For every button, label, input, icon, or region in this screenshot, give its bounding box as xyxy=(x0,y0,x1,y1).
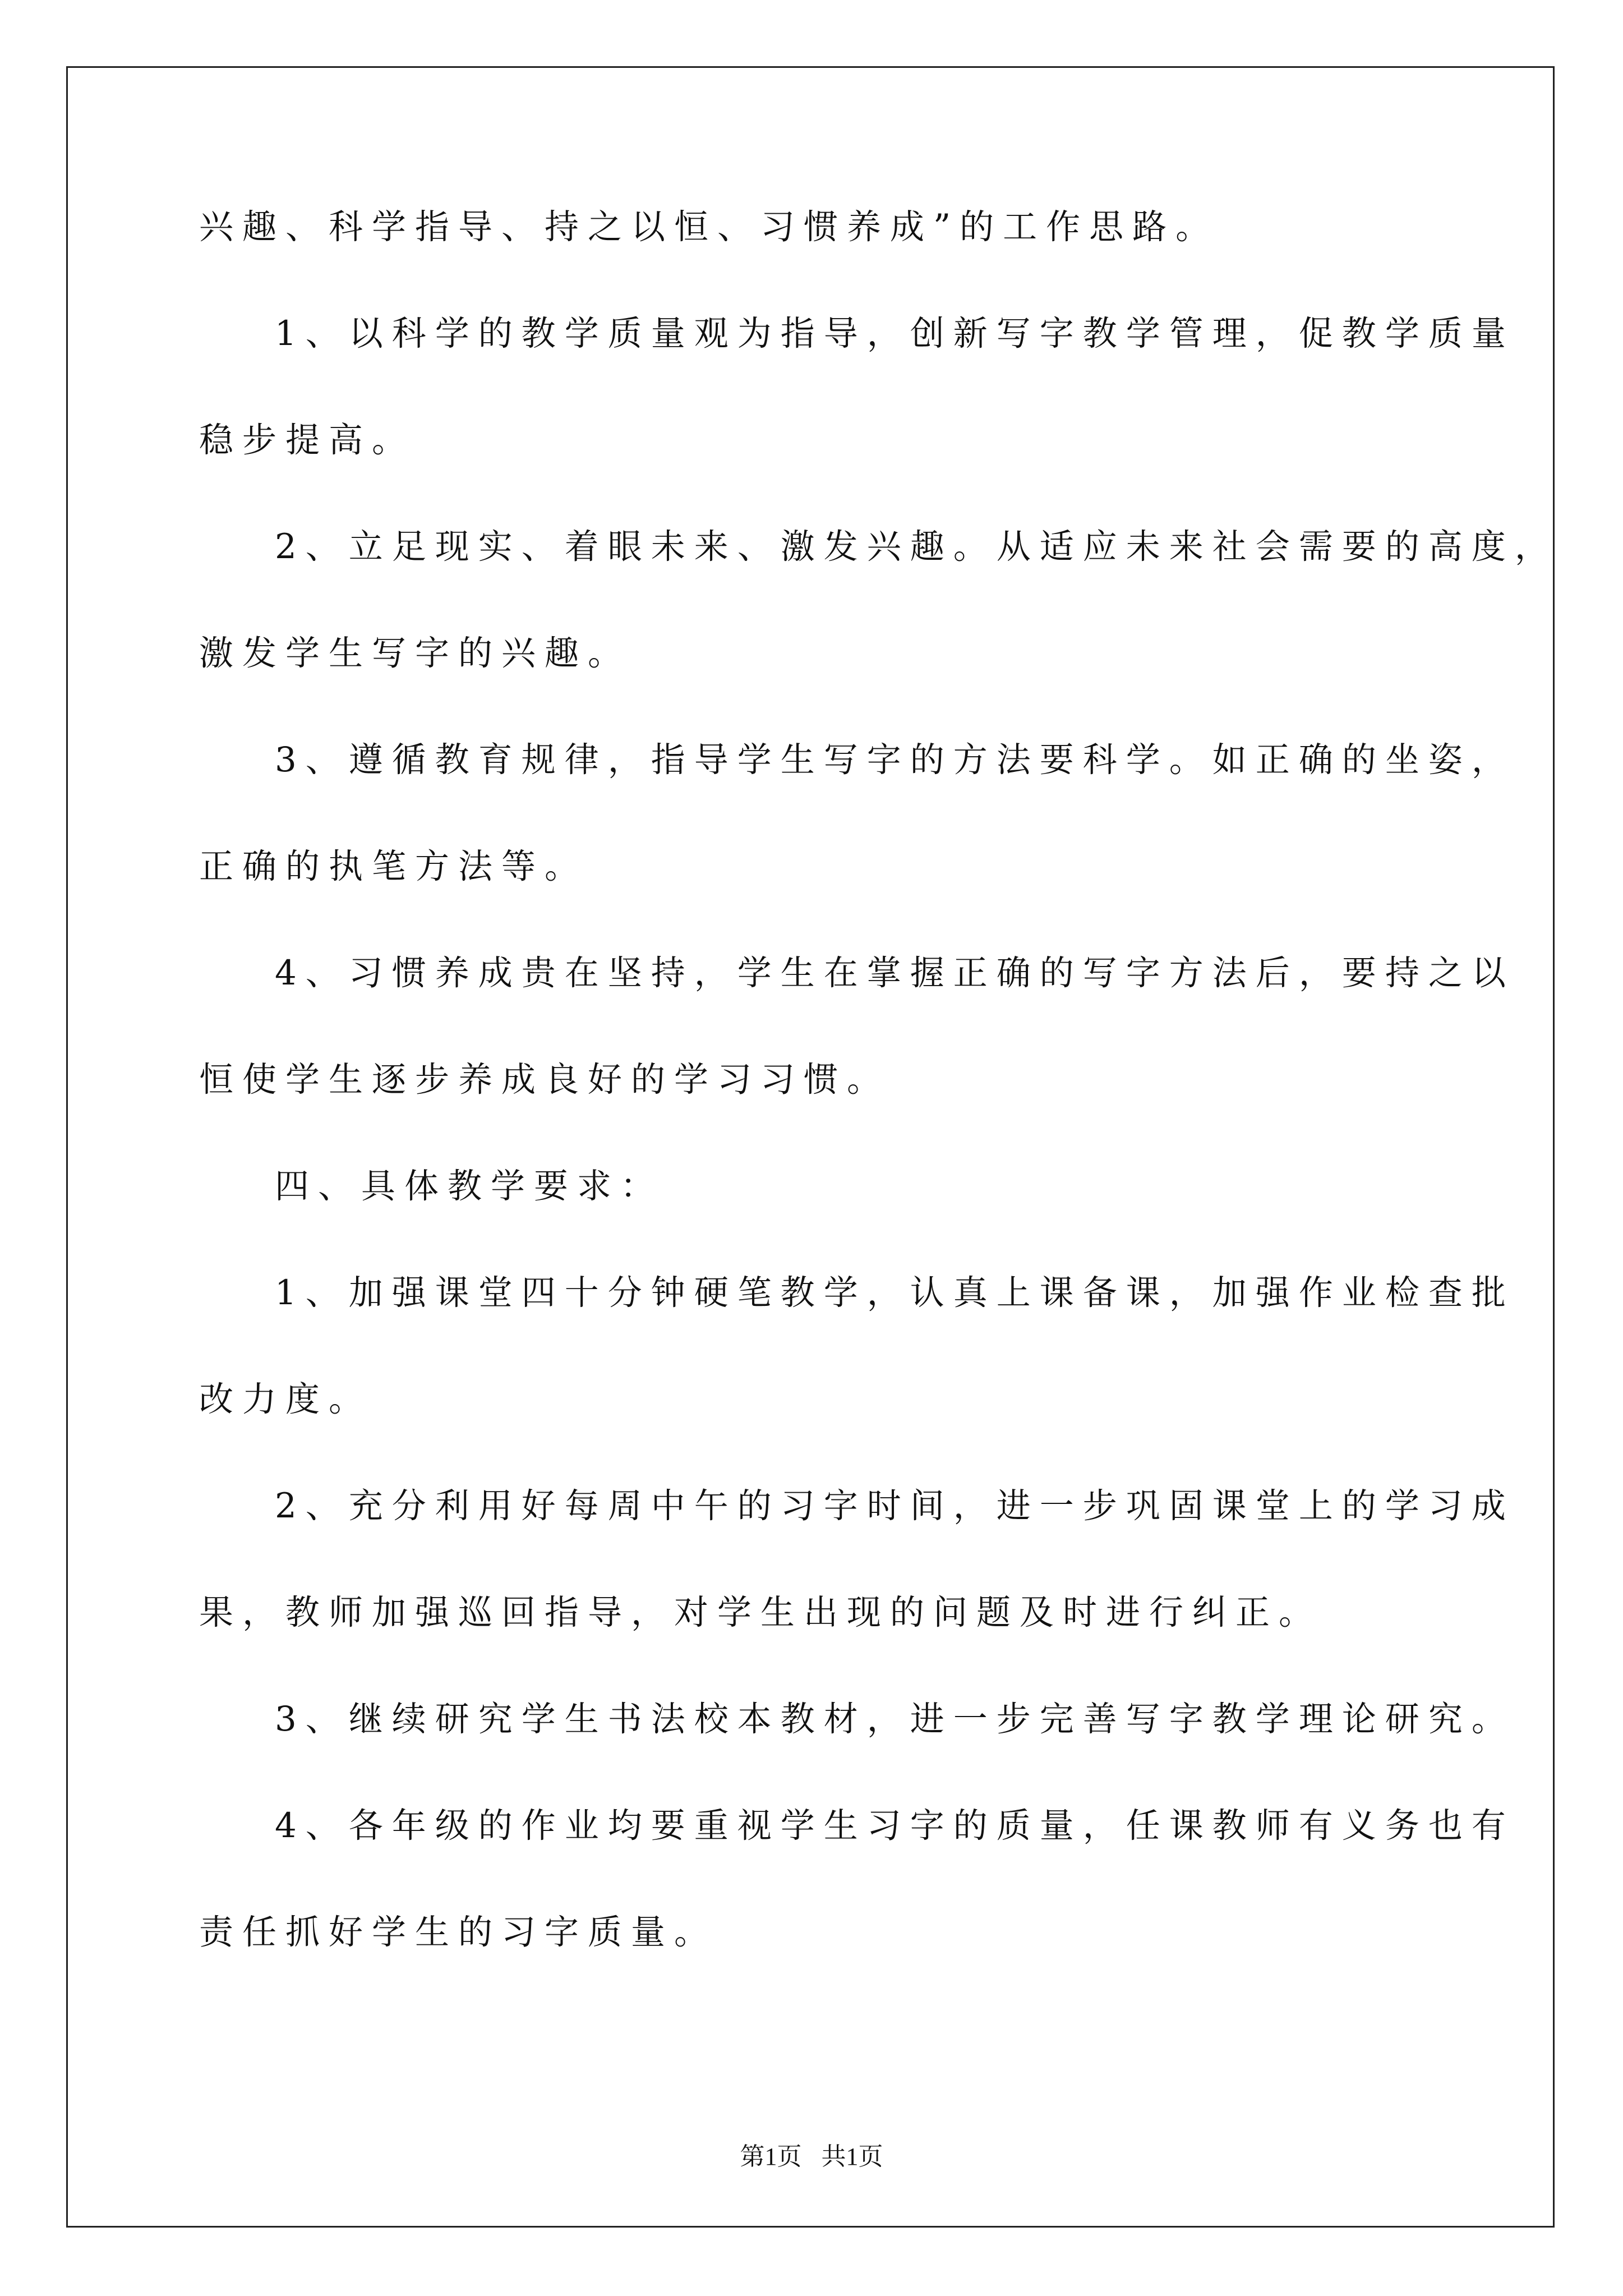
text-line: 2、立足现实、着眼未来、激发兴趣。从适应未来社会需要的高度， xyxy=(275,527,1558,567)
text-line: 果，教师加强巡回指导，对学生出现的问题及时进行纠正。 xyxy=(199,1593,1322,1632)
text-line: 4、习惯养成贵在坚持，学生在掌握正确的写字方法后，要持之以 xyxy=(275,953,1515,993)
text-line: 3、遵循教育规律，指导学生写字的方法要科学。如正确的坐姿， xyxy=(275,740,1515,780)
text-line: 1、以科学的教学质量观为指导，创新写字教学管理，促教学质量 xyxy=(275,314,1515,353)
text-line: 3、继续研究学生书法校本教材，进一步完善写字教学理论研究。 xyxy=(275,1699,1515,1739)
page-border xyxy=(66,66,1555,2228)
page-number: 第1页 xyxy=(740,2143,802,2170)
text-line: 改力度。 xyxy=(199,1379,372,1419)
text-line: 恒使学生逐步养成良好的学习习惯。 xyxy=(199,1060,891,1099)
section-heading: 四、具体教学要求： xyxy=(275,1166,664,1206)
text-line: 稳步提高。 xyxy=(199,420,416,460)
text-line: 责任抓好学生的习字质量。 xyxy=(199,1912,718,1952)
text-line: 4、各年级的作业均要重视学生习字的质量，任课教师有义务也有 xyxy=(275,1806,1515,1846)
page-footer xyxy=(0,2140,1623,2174)
text-line: 兴趣、科学指导、持之以恒、习惯养成”的工作思路。 xyxy=(199,207,1219,247)
text-line: 2、充分利用好每周中午的习字时间，进一步巩固课堂上的学习成 xyxy=(275,1486,1515,1526)
text-line: 正确的执笔方法等。 xyxy=(199,846,588,886)
text-line: 激发学生写字的兴趣。 xyxy=(199,633,631,673)
page-total: 共1页 xyxy=(821,2143,883,2170)
text-line: 1、加强课堂四十分钟硬笔教学，认真上课备课，加强作业检查批 xyxy=(275,1273,1515,1313)
